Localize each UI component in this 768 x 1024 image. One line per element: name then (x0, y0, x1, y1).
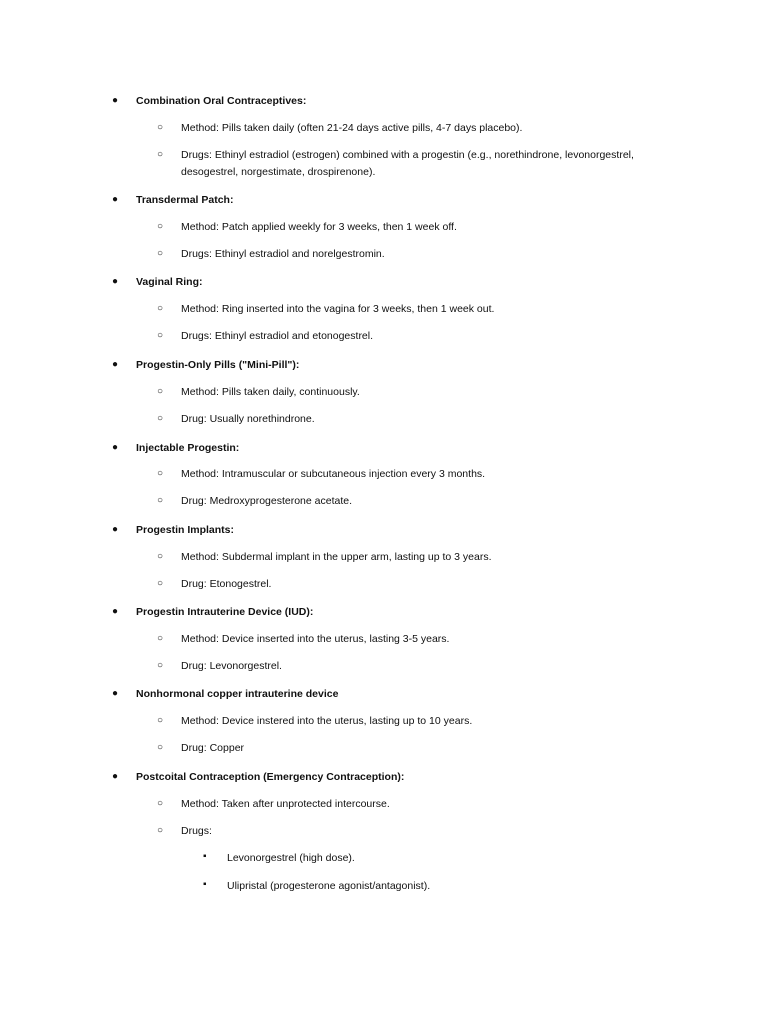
drug-item-text: Ulipristal (progesterone agonist/antagonist). (227, 880, 431, 892)
circle-bullet-marker: ○ (157, 149, 164, 160)
bullet-marker: ● (112, 524, 119, 535)
drugs-text: Drug: Medroxyprogesterone acetate. (181, 495, 353, 507)
drugs-text: Drugs: Ethinyl estradiol and norelgestromin. (181, 248, 385, 260)
drugs-text: Drug: Levonorgestrel. (181, 660, 282, 672)
section-title: Vaginal Ring: (136, 276, 203, 288)
circle-bullet-marker: ○ (157, 660, 164, 671)
drugs-text: Drugs: (181, 825, 212, 837)
section-title: Postcoital Contraception (Emergency Contraception): (136, 771, 405, 783)
circle-bullet-marker: ○ (157, 551, 164, 562)
method-text: Method: Device instered into the uterus, lasting up to 10 years. (181, 715, 473, 727)
bullet-marker: ● (112, 359, 119, 370)
method-text: Method: Pills taken daily (often 21-24 days active pills, 4-7 days placebo). (181, 122, 523, 134)
circle-bullet-marker: ○ (157, 825, 164, 836)
bullet-marker: ● (112, 771, 119, 782)
bullet-marker: ● (112, 95, 119, 106)
drugs-text: Drug: Copper (181, 742, 245, 754)
drugs-text: Drugs: Ethinyl estradiol and etonogestrel. (181, 330, 374, 342)
method-text: Method: Device inserted into the uterus, lasting 3-5 years. (181, 633, 450, 645)
drugs-text: Drug: Usually norethindrone. (181, 413, 315, 425)
circle-bullet-marker: ○ (157, 122, 164, 133)
circle-bullet-marker: ○ (157, 413, 164, 424)
bullet-marker: ● (112, 606, 119, 617)
drug-item-text: Levonorgestrel (high dose). (227, 852, 355, 864)
square-bullet-marker: ▪ (203, 879, 207, 890)
section-title: Nonhormonal copper intrauterine device (136, 688, 339, 700)
circle-bullet-marker: ○ (157, 386, 164, 397)
circle-bullet-marker: ○ (157, 798, 164, 809)
section-title: Combination Oral Contraceptives: (136, 95, 307, 107)
circle-bullet-marker: ○ (157, 303, 164, 314)
section-title: Progestin-Only Pills ("Mini-Pill"): (136, 359, 300, 371)
section-title: Progestin Intrauterine Device (IUD): (136, 606, 314, 618)
method-text: Method: Subdermal implant in the upper arm, lasting up to 3 years. (181, 551, 492, 563)
square-bullet-marker: ▪ (203, 851, 207, 862)
section-title: Injectable Progestin: (136, 442, 240, 454)
circle-bullet-marker: ○ (157, 221, 164, 232)
circle-bullet-marker: ○ (157, 330, 164, 341)
circle-bullet-marker: ○ (157, 742, 164, 753)
circle-bullet-marker: ○ (157, 495, 164, 506)
circle-bullet-marker: ○ (157, 248, 164, 259)
method-text: Method: Pills taken daily, continuously. (181, 386, 360, 398)
bullet-marker: ● (112, 442, 119, 453)
method-text: Method: Taken after unprotected intercourse. (181, 798, 390, 810)
method-text: Method: Ring inserted into the vagina for 3 weeks, then 1 week out. (181, 303, 495, 315)
method-text: Method: Patch applied weekly for 3 weeks, then 1 week off. (181, 221, 457, 233)
circle-bullet-marker: ○ (157, 468, 164, 479)
section-title: Transdermal Patch: (136, 194, 234, 206)
circle-bullet-marker: ○ (157, 633, 164, 644)
drugs-text: Drugs: Ethinyl estradiol (estrogen) combined with a progestin (e.g., norethindrone, levonorgestrel, desogestrel, norgestimate, drospirenone). (181, 149, 634, 178)
drugs-text: Drug: Etonogestrel. (181, 578, 272, 590)
method-text: Method: Intramuscular or subcutaneous injection every 3 months. (181, 468, 486, 480)
bullet-marker: ● (112, 688, 119, 699)
circle-bullet-marker: ○ (157, 715, 164, 726)
circle-bullet-marker: ○ (157, 578, 164, 589)
section-title: Progestin Implants: (136, 524, 235, 536)
bullet-marker: ● (112, 194, 119, 205)
bullet-marker: ● (112, 276, 119, 287)
